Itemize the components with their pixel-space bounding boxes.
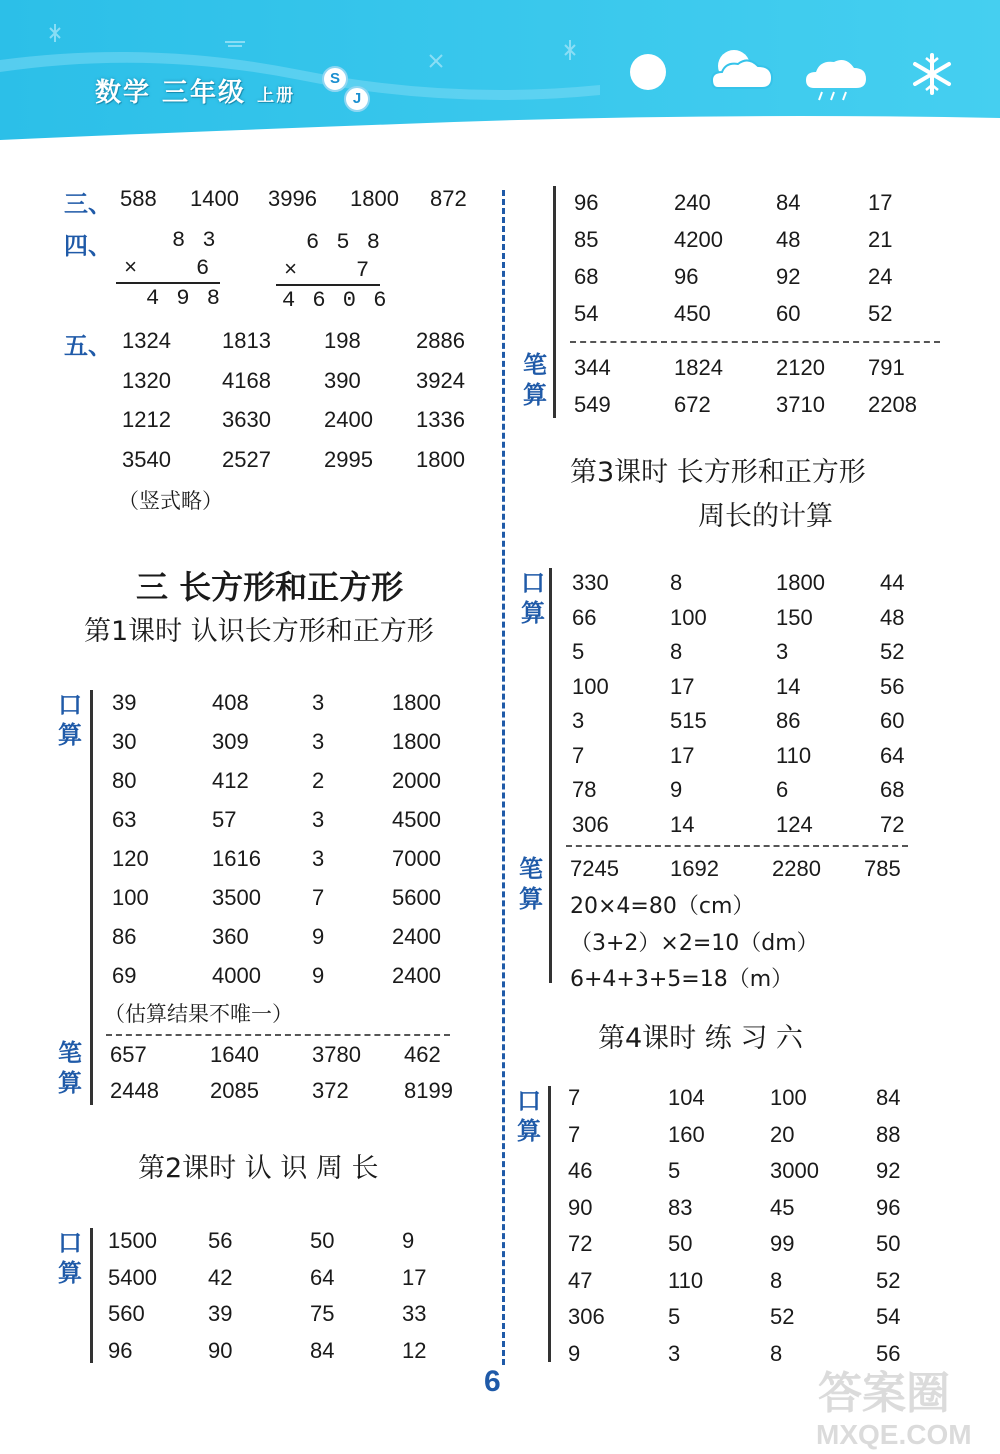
lesson4-oral-cell: 3 <box>668 1340 681 1366</box>
right-top-cell: 60 <box>776 301 801 326</box>
lesson4-oral-cell: 99 <box>770 1231 795 1256</box>
lesson4-bar <box>548 1086 551 1362</box>
section5-cell: 1813 <box>222 328 271 353</box>
lesson3-oral-cell: 17 <box>670 673 695 699</box>
lesson1-oral-note: （估算结果不唯一） <box>104 1002 293 1026</box>
lesson3-written-cell: 785 <box>864 856 901 881</box>
lesson3-oral-cell: 17 <box>670 742 695 768</box>
lesson2-oral-cell: 5400 <box>108 1264 157 1290</box>
badge-j: J <box>344 86 370 112</box>
sec3-value: 1400 <box>190 186 239 211</box>
lesson2-oral-cell: 1500 <box>108 1228 157 1253</box>
lesson3-oral-cell: 306 <box>572 811 609 837</box>
lesson1-written-cell: 2448 <box>110 1078 159 1103</box>
right-top-cell: 96 <box>574 190 599 215</box>
sec3-value: 588 <box>120 186 157 211</box>
watermark-logo <box>808 1360 998 1450</box>
lesson3-oral-cell: 56 <box>880 673 905 699</box>
column-divider <box>502 190 505 1365</box>
lesson1-written-cell: 2085 <box>210 1078 259 1103</box>
lesson1-oral-cell: 1616 <box>212 846 261 871</box>
lesson4-oral-cell: 92 <box>876 1158 901 1183</box>
calc2-line <box>276 284 380 286</box>
right-top-written-cell: 2120 <box>776 355 825 380</box>
lesson1-oral-cell: 408 <box>212 690 249 715</box>
lesson3-oral-cell: 8 <box>670 570 683 595</box>
lesson-2-title: 第2课时 认 识 周 长 <box>138 1153 379 1184</box>
lesson2-oral-cell: 64 <box>310 1264 335 1290</box>
lesson2-oral-cell: 12 <box>402 1337 427 1363</box>
lesson4-oral-cell: 20 <box>770 1121 795 1147</box>
lesson2-oral-cell: 96 <box>108 1337 133 1363</box>
sun-icon <box>626 50 670 94</box>
section5-cell: 1336 <box>416 407 465 432</box>
rain-cloud-icon <box>804 54 870 106</box>
right-top-cell: 68 <box>574 264 599 289</box>
lesson3-oral-cell: 515 <box>670 708 707 733</box>
lesson4-oral-cell: 9 <box>568 1340 581 1366</box>
calc1-line <box>116 282 220 284</box>
svg-text:答案圈: 答案圈 <box>818 1368 950 1419</box>
sec3-value: 1800 <box>350 186 399 211</box>
lesson1-oral-cell: 120 <box>112 846 149 871</box>
lesson2-oral-cell: 75 <box>310 1301 335 1326</box>
lesson1-oral-cell: 309 <box>212 729 249 754</box>
right-top-written-cell: 344 <box>574 355 611 380</box>
unit-title: 三 长方形和正方形 <box>136 568 404 606</box>
lesson1-oral-cell: 3 <box>312 807 325 832</box>
right-top-cell: 17 <box>868 190 893 215</box>
lesson3-oral-cell: 68 <box>880 777 905 802</box>
lesson-3-title-line2: 周长的计算 <box>698 501 833 532</box>
lesson2-oral-cell: 90 <box>208 1337 233 1363</box>
right-top-cell: 96 <box>674 264 699 289</box>
lesson1-oral-cell: 30 <box>112 729 137 754</box>
section5-cell: 3630 <box>222 407 271 432</box>
lesson4-oral-cell: 7 <box>568 1121 581 1147</box>
section5-cell: 2886 <box>416 328 465 353</box>
book-subject-grade: 数学 三年级 <box>95 78 247 108</box>
lesson1-written-cell: 657 <box>110 1042 147 1067</box>
right-top-cell: 85 <box>574 227 599 252</box>
right-top-written-cell: 791 <box>868 355 905 380</box>
lesson1-oral-cell: 412 <box>212 768 249 793</box>
lesson3-oral-cell: 72 <box>880 811 905 837</box>
section5-cell: 198 <box>324 328 361 353</box>
lesson1-oral-cell: 39 <box>112 690 137 715</box>
right-top-cell: 54 <box>574 301 599 326</box>
lesson3-equation: 6+4+3+5=18（m） <box>570 967 794 992</box>
svg-text:MXQE.COM: MXQE.COM <box>816 1419 972 1450</box>
lesson4-oral-cell: 54 <box>876 1304 901 1329</box>
lesson3-written-cell: 2280 <box>772 856 821 881</box>
right-top-written-cell: 3710 <box>776 392 825 417</box>
lesson2-oral-cell: 42 <box>208 1264 233 1290</box>
lesson1-written-cell: 462 <box>404 1042 441 1067</box>
lesson2-oral-cell: 84 <box>310 1337 335 1363</box>
section5-cell: 3540 <box>122 446 171 472</box>
section-3-label: 三、 <box>64 190 112 218</box>
lesson1-written-cell: 8199 <box>404 1078 453 1103</box>
lesson3-oral-cell: 14 <box>776 673 801 699</box>
calc1-top: 8 3 <box>172 228 218 253</box>
lesson3-equation: （3+2）×2=10（dm） <box>570 931 819 956</box>
right-top-bar <box>553 186 556 418</box>
lesson4-oral-cell: 45 <box>770 1194 795 1220</box>
lesson4-oral-tag: 口 算 <box>517 1087 541 1145</box>
lesson1-written-cell: 372 <box>312 1078 349 1103</box>
calc1-result: 4 9 8 <box>146 286 223 311</box>
lesson1-dash-separator <box>106 1034 450 1036</box>
lesson3-written-tag: 笔 算 <box>519 855 543 913</box>
lesson1-oral-cell: 3 <box>312 846 325 871</box>
lesson3-dash-separator <box>566 845 908 847</box>
section5-cell: 2527 <box>222 446 271 472</box>
lesson1-oral-cell: 2 <box>312 768 325 793</box>
lesson4-oral-cell: 3000 <box>770 1158 819 1183</box>
section5-cell: 2995 <box>324 446 373 472</box>
lesson3-oral-cell: 1800 <box>776 570 825 595</box>
lesson2-oral-cell: 9 <box>402 1228 415 1253</box>
section5-cell: 3924 <box>416 367 465 393</box>
lesson3-oral-cell: 330 <box>572 570 609 595</box>
sec3-value: 3996 <box>268 186 317 211</box>
lesson2-bar <box>90 1228 93 1363</box>
lesson3-oral-cell: 9 <box>670 777 683 802</box>
lesson4-oral-cell: 88 <box>876 1121 901 1147</box>
lesson4-oral-cell: 52 <box>770 1304 795 1329</box>
lesson4-oral-cell: 72 <box>568 1231 593 1256</box>
lesson4-oral-cell: 96 <box>876 1194 901 1220</box>
section5-cell: 4168 <box>222 367 271 393</box>
lesson3-written-cell: 7245 <box>570 856 619 881</box>
lesson3-bar <box>549 568 552 983</box>
lesson4-oral-cell: 83 <box>668 1194 693 1220</box>
lesson1-oral-cell: 2400 <box>392 963 441 988</box>
right-top-cell: 24 <box>868 264 893 289</box>
section5-cell: 1324 <box>122 328 171 353</box>
section5-cell: 1212 <box>122 407 171 432</box>
section-5-label: 五、 <box>64 332 112 360</box>
calc2-top: 6 5 8 <box>306 230 383 255</box>
lesson4-oral-cell: 8 <box>770 1267 783 1293</box>
lesson1-oral-cell: 100 <box>112 885 149 910</box>
lesson4-oral-cell: 104 <box>668 1085 705 1110</box>
lesson1-oral-cell: 3 <box>312 690 325 715</box>
lesson4-oral-cell: 110 <box>668 1267 704 1293</box>
lesson1-oral-cell: 3 <box>312 729 325 754</box>
snowflake-icon <box>910 52 954 96</box>
lesson1-oral-tag: 口 算 <box>58 691 82 749</box>
lesson3-oral-cell: 78 <box>572 777 597 802</box>
lesson4-oral-cell: 306 <box>568 1304 605 1329</box>
lesson4-oral-cell: 7 <box>568 1085 581 1110</box>
lesson-4-title: 第4课时 练 习 六 <box>598 1023 803 1054</box>
lesson4-oral-cell: 8 <box>770 1340 783 1366</box>
lesson1-oral-cell: 1800 <box>392 690 441 715</box>
book-title <box>95 72 295 109</box>
lesson3-oral-cell: 100 <box>670 604 707 630</box>
lesson1-oral-cell: 3500 <box>212 885 261 910</box>
lesson4-oral-cell: 5 <box>668 1158 681 1183</box>
right-top-cell: 52 <box>868 301 893 326</box>
lesson3-equation: 20×4=80（cm） <box>570 894 755 919</box>
lesson4-oral-cell: 5 <box>668 1304 681 1329</box>
calc2-mul-sign: × <box>284 258 300 283</box>
right-top-cell: 84 <box>776 190 801 215</box>
lesson4-oral-cell: 50 <box>668 1231 693 1256</box>
lesson4-oral-cell: 46 <box>568 1158 593 1183</box>
lesson3-oral-cell: 110 <box>776 742 812 768</box>
lesson3-oral-cell: 64 <box>880 742 905 768</box>
lesson2-oral-cell: 33 <box>402 1301 427 1326</box>
lesson3-oral-cell: 8 <box>670 639 683 664</box>
calc2-multiplier: 7 <box>356 258 372 283</box>
lesson2-oral-cell: 50 <box>310 1228 335 1253</box>
lesson1-oral-cell: 9 <box>312 963 325 988</box>
lesson-1-title: 第1课时 认识长方形和正方形 <box>84 616 434 647</box>
section-4-label: 四、 <box>64 232 112 260</box>
lesson3-oral-cell: 86 <box>776 708 801 733</box>
section5-cell: 390 <box>324 367 361 393</box>
lesson4-oral-cell: 47 <box>568 1267 593 1293</box>
badge-s: S <box>322 66 348 92</box>
lesson2-oral-cell: 39 <box>208 1301 233 1326</box>
lesson3-oral-cell: 100 <box>572 673 609 699</box>
calc1-mul-sign: × <box>124 256 140 281</box>
right-top-written-cell: 2208 <box>868 392 917 417</box>
right-top-written-cell: 672 <box>674 392 711 417</box>
lesson3-oral-cell: 150 <box>776 604 813 630</box>
right-top-dash-separator <box>570 341 940 343</box>
lesson3-oral-cell: 5 <box>572 639 585 664</box>
book-volume: 上册 <box>257 86 296 106</box>
lesson1-oral-cell: 9 <box>312 924 325 949</box>
right-top-cell: 450 <box>674 301 711 326</box>
lesson4-oral-cell: 100 <box>770 1085 807 1110</box>
lesson1-oral-cell: 1800 <box>392 729 441 754</box>
lesson2-oral-tag: 口 算 <box>58 1229 82 1287</box>
lesson3-oral-cell: 52 <box>880 639 905 664</box>
lesson3-written-cell: 1692 <box>670 856 719 881</box>
lesson1-oral-cell: 63 <box>112 807 137 832</box>
lesson3-oral-cell: 14 <box>670 811 695 837</box>
lesson1-oral-cell: 57 <box>212 807 237 832</box>
lesson1-oral-cell: 2000 <box>392 768 441 793</box>
right-top-written-tag: 笔 算 <box>523 351 547 409</box>
sec3-value: 872 <box>430 186 467 211</box>
right-top-cell: 21 <box>868 227 893 252</box>
lesson3-oral-cell: 6 <box>776 777 789 802</box>
section5-cell: 2400 <box>324 407 373 432</box>
lesson3-oral-cell: 48 <box>880 604 905 630</box>
lesson1-oral-cell: 4500 <box>392 807 441 832</box>
lesson1-oral-cell: 7000 <box>392 846 441 871</box>
right-top-cell: 4200 <box>674 227 723 252</box>
section5-cell: 1800 <box>416 446 465 472</box>
lesson1-bar <box>90 690 93 1105</box>
calc2-result: 4 6 0 6 <box>282 288 389 313</box>
lesson1-oral-cell: 5600 <box>392 885 441 910</box>
lesson3-oral-cell: 3 <box>776 639 789 664</box>
lesson4-oral-cell: 84 <box>876 1085 901 1110</box>
lesson3-oral-cell: 7 <box>572 742 585 768</box>
right-top-cell: 240 <box>674 190 711 215</box>
lesson1-written-tag: 笔 算 <box>58 1039 82 1097</box>
lesson2-oral-cell: 17 <box>402 1264 427 1290</box>
right-top-cell: 48 <box>776 227 801 252</box>
lesson4-oral-cell: 160 <box>668 1121 705 1147</box>
lesson4-oral-cell: 52 <box>876 1267 901 1293</box>
lesson1-oral-cell: 2400 <box>392 924 441 949</box>
lesson-3-title-line1: 第3课时 长方形和正方形 <box>570 457 866 488</box>
page-number: 6 <box>484 1365 501 1398</box>
lesson3-oral-tag: 口 算 <box>521 569 545 627</box>
lesson1-oral-cell: 360 <box>212 924 249 949</box>
lesson4-oral-cell: 90 <box>568 1194 593 1220</box>
lesson2-oral-cell: 56 <box>208 1228 233 1253</box>
right-top-written-cell: 1824 <box>674 355 723 380</box>
section-5-note: （竖式略） <box>118 489 223 513</box>
lesson1-oral-cell: 86 <box>112 924 137 949</box>
lesson3-oral-cell: 60 <box>880 708 905 733</box>
right-top-cell: 92 <box>776 264 801 289</box>
lesson1-oral-cell: 69 <box>112 963 137 988</box>
lesson1-oral-cell: 80 <box>112 768 137 793</box>
lesson3-oral-cell: 3 <box>572 708 585 733</box>
lesson3-oral-cell: 124 <box>776 811 813 837</box>
section5-cell: 1320 <box>122 367 171 393</box>
lesson1-oral-cell: 7 <box>312 885 325 910</box>
lesson3-oral-cell: 44 <box>880 570 905 595</box>
lesson2-oral-cell: 560 <box>108 1301 145 1326</box>
lesson1-written-cell: 1640 <box>210 1042 259 1067</box>
partly-cloudy-icon <box>708 44 778 96</box>
right-top-written-cell: 549 <box>574 392 611 417</box>
lesson3-oral-cell: 66 <box>572 604 597 630</box>
lesson1-oral-cell: 4000 <box>212 963 261 988</box>
lesson1-written-cell: 3780 <box>312 1042 361 1067</box>
lesson4-oral-cell: 56 <box>876 1340 901 1366</box>
lesson4-oral-cell: 50 <box>876 1231 901 1256</box>
calc1-multiplier: 6 <box>196 256 212 281</box>
